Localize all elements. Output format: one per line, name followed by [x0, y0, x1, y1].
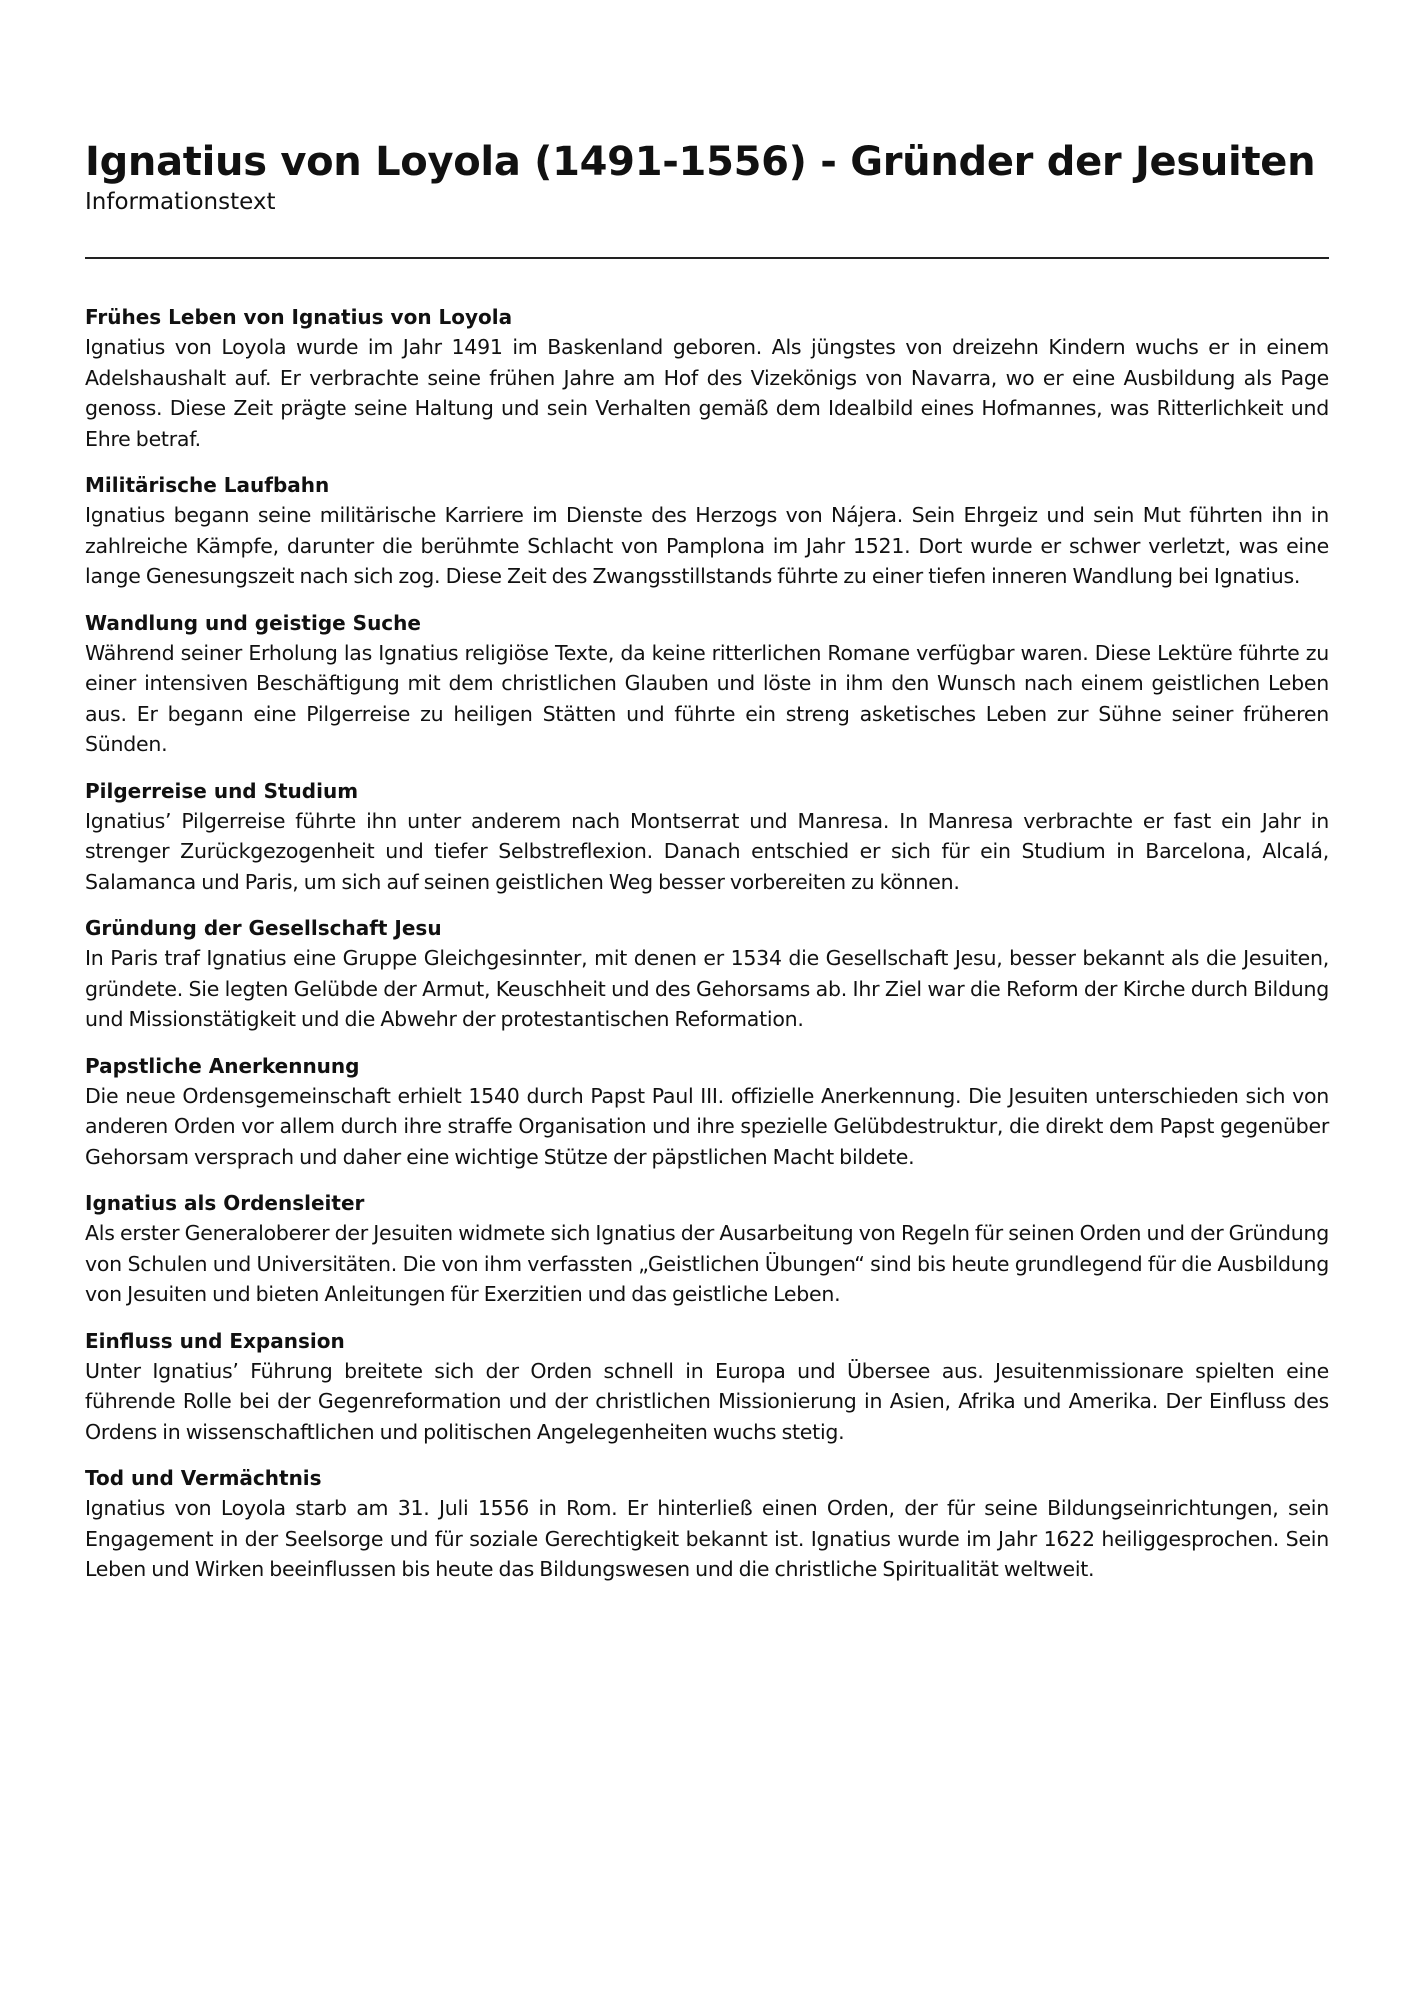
section-papal-recognition — [85, 1051, 1329, 1173]
section-text: Während seiner Erholung las Ignatius religiöse Texte, da keine ritterlichen Romane verfügbar waren. Diese Lektüre führte zu einer intensiven Beschäftigung mit dem christlichen Glauben und löste in ihm den Wunsch nach einem geistlichen Leben aus. Er begann eine Pilgerreise zu heiligen Stätten und führte ein streng asketisches Leben zur Sühne seiner früheren Sünden. — [85, 640, 1329, 756]
section-conversion — [85, 608, 1329, 760]
page-subtitle: Informationstext — [85, 189, 276, 215]
section-text: Die neue Ordensgemeinschaft erhielt 1540 durch Papst Paul III. offizielle Anerkennung. Die Jesuiten unterschieden sich von anderen Orden vor allem durch ihre straffe Organisation und ihre spezielle Gelübdestruktur, die direkt dem Papst gegenüber Gehorsam versprach und daher eine wichtige Stütze der päpstlichen Macht bildete. — [85, 1083, 1329, 1169]
section-heading: Frühes Leben von Ignatius von Loyola — [85, 305, 513, 329]
section-text: Als erster Generaloberer der Jesuiten widmete sich Ignatius der Ausarbeitung von Regeln für seinen Orden und der Gründung von Schulen und Universitäten. Die von ihm verfassten „Geistlichen Übungen“ sind bis heute grundlegend für die Ausbildung von Jesuiten und bieten Anleitungen für Exerzitien und das geistliche Leben. — [85, 1221, 1329, 1306]
section-military-career — [85, 470, 1329, 592]
section-text: Ignatius’ Pilgerreise führte ihn unter anderem nach Montserrat und Manresa. In Manresa verbrachte er fast ein Jahr in strenger Zurückgezogenheit und tiefer Selbstreflexion. Danach entschied er sich für ein Studium in Barcelona, Alcalá, Salamanca und Paris, um sich auf seinen geistlichen Weg besser vorbereiten zu können. — [85, 808, 1329, 894]
section-heading: Einfluss und Expansion — [85, 1328, 345, 1353]
section-text: In Paris traf Ignatius eine Gruppe Gleichgesinnter, mit denen er 1534 die Gesellschaft Jesu, besser bekannt als die Jesuiten, gründete. Sie legten Gelübde der Armut, Keuschheit und des Gehorsams ab. Ihr Ziel war die Reform der Kirche durch Bildung und Missionstätigkeit und die Abwehr der protestantischen Reformation. — [85, 946, 1329, 1031]
section-heading: Pilgerreise und Studium — [85, 778, 359, 803]
section-heading: Tod und Vermächtnis — [85, 1466, 322, 1490]
section-order-leader — [85, 1188, 1329, 1310]
sections-container — [85, 302, 1329, 1585]
section-heading: Militärische Laufbahn — [85, 473, 330, 497]
document-page — [85, 138, 1329, 1601]
section-pilgrimage-study — [85, 776, 1329, 898]
section-heading: Gründung der Gesellschaft Jesu — [85, 916, 442, 940]
header-divider — [85, 257, 1329, 259]
section-text: Unter Ignatius’ Führung breitete sich der Orden schnell in Europa und Übersee aus. Jesuitenmissionare spielten eine führende Rolle bei der Gegenreformation und der christlichen Missionierung in Asien, Afrika und Amerika. Der Einfluss des Ordens in wissenschaftlichen und politischen Angelegenheiten wuchs stetig. — [85, 1358, 1329, 1444]
section-death-legacy — [85, 1463, 1329, 1585]
section-early-life — [85, 302, 1329, 454]
section-heading: Wandlung und geistige Suche — [85, 610, 421, 635]
section-text: Ignatius begann seine militärische Karriere im Dienste des Herzogs von Nájera. Sein Ehrgeiz und sein Mut führten ihn in zahlreiche Kämpfe, darunter die berühmte Schlacht von Pamplona im Jahr 1521. Dort wurde er schwer verletzt, was eine lange Genesungszeit nach sich zog. Diese Zeit des Zwangsstillstands führte zu einer tiefen inneren Wandlung bei Ignatius. — [85, 503, 1329, 588]
section-influence — [85, 1326, 1329, 1448]
section-text: Ignatius von Loyola starb am 31. Juli 1556 in Rom. Er hinterließ einen Orden, der für seine Bildungseinrichtungen, sein Engagement in der Seelsorge und für soziale Gerechtigkeit bekannt ist. Ignatius wurde im Jahr 1622 heiliggesprochen. Sein Leben und Wirken beeinflussen bis heute das Bildungswesen und die christliche Spiritualität weltweit. — [85, 1496, 1329, 1581]
section-text: Ignatius von Loyola wurde im Jahr 1491 im Baskenland geboren. Als jüngstes von dreizehn Kindern wuchs er in einem Adelshaushalt auf. Er verbrachte seine frühen Jahre am Hof des Vizekönigs von Navarra, wo er eine Ausbildung als Page genoss. Diese Zeit prägte seine Haltung und sein Verhalten gemäß dem Idealbild eines Hofmannes, was Ritterlichkeit und Ehre betraf. — [85, 335, 1329, 451]
section-founding — [85, 913, 1329, 1035]
section-heading: Ignatius als Ordensleiter — [85, 1191, 365, 1215]
section-heading: Papstliche Anerkennung — [85, 1053, 360, 1078]
page-title: Ignatius von Loyola (1491-1556) - Gründer der Jesuiten — [85, 139, 1316, 185]
